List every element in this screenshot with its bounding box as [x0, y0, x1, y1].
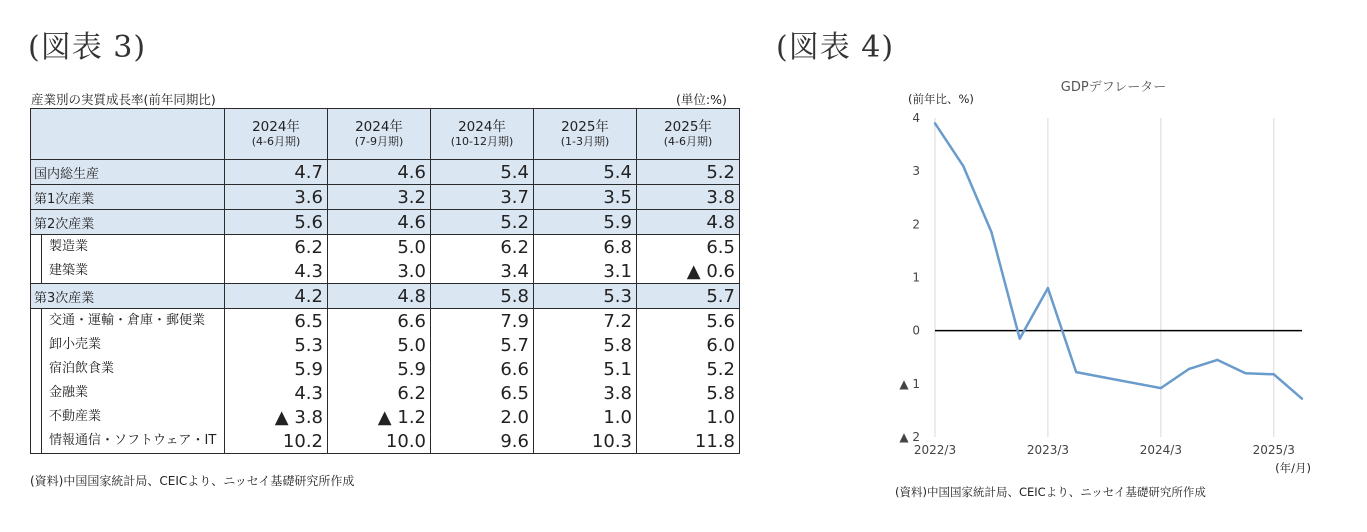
value-cell: 5.0 — [328, 235, 431, 260]
value-cell: 3.0 — [328, 259, 431, 284]
value-cell: ▲ 0.6 — [637, 259, 740, 284]
value-cell: 5.8 — [431, 284, 534, 309]
row-label: 情報通信・ソフトウェア・IT — [31, 429, 225, 454]
value-cell: 5.9 — [534, 210, 637, 235]
row-label: 卸小売業 — [31, 333, 225, 357]
x-tick-label: 2022/3 — [913, 443, 957, 457]
deflator-data-point — [1244, 372, 1246, 374]
table-row — [31, 160, 740, 185]
value-cell: ▲ 3.8 — [225, 405, 328, 429]
value-cell: 3.2 — [328, 185, 431, 210]
deflator-data-point — [1188, 368, 1190, 370]
x-tick-label: 2024/3 — [1139, 443, 1182, 457]
value-cell: 5.2 — [637, 160, 740, 185]
y-tick-label: 3 — [912, 164, 920, 179]
value-cell: 6.5 — [637, 235, 740, 260]
value-cell: 6.6 — [431, 357, 534, 381]
value-cell: 3.4 — [431, 259, 534, 284]
y-tick-label: 2 — [912, 217, 920, 232]
table-source-note: (資料)中国国家統計局、CEICより、ニッセイ基礎研究所作成 — [30, 474, 355, 488]
y-tick-label: ▲ 2 — [899, 430, 920, 444]
row-label: 製造業 — [31, 235, 225, 260]
value-cell: 6.0 — [637, 333, 740, 357]
row-label: 建築業 — [31, 259, 225, 284]
value-cell: 1.0 — [534, 405, 637, 429]
table-row — [31, 333, 740, 357]
value-cell: 4.8 — [328, 284, 431, 309]
header-blank-cell — [31, 109, 225, 160]
deflator-data-point — [1160, 387, 1162, 389]
header-cell: 2024年 (4-6月期) — [225, 109, 328, 160]
value-cell: 5.7 — [431, 333, 534, 357]
value-cell: 6.5 — [431, 381, 534, 405]
value-cell: 5.7 — [637, 284, 740, 309]
deflator-data-point — [962, 165, 964, 167]
value-cell: 3.8 — [534, 381, 637, 405]
value-cell: 6.8 — [534, 235, 637, 260]
value-cell: 6.6 — [328, 309, 431, 334]
value-cell: 7.2 — [534, 309, 637, 334]
y-axis-label: (前年比、%) — [908, 92, 974, 106]
row-label: 国内総生産 — [31, 160, 225, 185]
y-tick-label: 1 — [912, 270, 920, 285]
value-cell: 6.2 — [225, 235, 328, 260]
y-tick-label: 0 — [912, 323, 920, 338]
value-cell: 10.2 — [225, 429, 328, 454]
value-cell: 4.3 — [225, 259, 328, 284]
value-cell: 6.2 — [431, 235, 534, 260]
value-cell: 4.2 — [225, 284, 328, 309]
value-cell: 5.1 — [534, 357, 637, 381]
table-row — [31, 235, 740, 260]
table-row — [31, 357, 740, 381]
value-cell: 4.3 — [225, 381, 328, 405]
value-cell: 5.4 — [431, 160, 534, 185]
value-cell: 5.8 — [637, 381, 740, 405]
value-cell: 5.4 — [534, 160, 637, 185]
row-label: 第3次産業 — [31, 284, 225, 309]
row-label: 不動産業 — [31, 405, 225, 429]
figure4-title: (図表 4) — [776, 30, 895, 65]
value-cell: 9.6 — [431, 429, 534, 454]
table-row — [31, 309, 740, 334]
chart-title: GDPデフレーター — [1060, 80, 1167, 95]
value-cell: 5.3 — [534, 284, 637, 309]
chart-source-note: (資料)中国国家統計局、CEICより、ニッセイ基礎研究所作成 — [895, 485, 1206, 499]
table-row — [31, 284, 740, 309]
deflator-data-point — [934, 122, 936, 124]
value-cell: 5.6 — [225, 210, 328, 235]
table-row — [31, 185, 740, 210]
deflator-data-point — [1216, 359, 1218, 361]
header-cell: 2025年 (1-3月期) — [534, 109, 637, 160]
value-cell: 3.1 — [534, 259, 637, 284]
value-cell: 5.2 — [431, 210, 534, 235]
value-cell: 10.3 — [534, 429, 637, 454]
table-header-row — [31, 109, 740, 160]
value-cell: 7.9 — [431, 309, 534, 334]
value-cell: 4.6 — [328, 210, 431, 235]
value-cell: 10.0 — [328, 429, 431, 454]
value-cell: 5.8 — [534, 333, 637, 357]
row-label: 金融業 — [31, 381, 225, 405]
value-cell: 5.2 — [637, 357, 740, 381]
value-cell: 4.6 — [328, 160, 431, 185]
row-label: 宿泊飲食業 — [31, 357, 225, 381]
gdp-deflator-chart — [890, 70, 1320, 475]
deflator-data-point — [1273, 373, 1275, 375]
header-cell: 2024年 (7-9月期) — [328, 109, 431, 160]
header-cell: 2024年 (10-12月期) — [431, 109, 534, 160]
x-tick-label: 2025/3 — [1252, 443, 1295, 457]
value-cell: 4.7 — [225, 160, 328, 185]
table-row — [31, 210, 740, 235]
deflator-data-point — [1075, 371, 1077, 373]
figure3-title: (図表 3) — [28, 30, 147, 65]
value-cell: 5.0 — [328, 333, 431, 357]
row-label: 第1次産業 — [31, 185, 225, 210]
value-cell: 4.8 — [637, 210, 740, 235]
deflator-data-point — [1047, 287, 1049, 289]
value-cell: 5.6 — [637, 309, 740, 334]
deflator-series-line — [935, 123, 1302, 398]
value-cell: 6.2 — [328, 381, 431, 405]
row-label: 交通・運輸・倉庫・郵便業 — [31, 309, 225, 334]
table-caption: 産業別の実質成長率(前年同期比) — [31, 92, 216, 107]
value-cell: 2.0 — [431, 405, 534, 429]
deflator-data-point — [1103, 376, 1105, 378]
table-row — [31, 259, 740, 284]
x-axis-label: (年/月) — [1275, 461, 1311, 475]
value-cell: 5.9 — [225, 357, 328, 381]
header-cell: 2025年 (4-6月期) — [637, 109, 740, 160]
table-unit: (単位:%) — [676, 92, 727, 107]
y-tick-label: ▲ 1 — [899, 376, 920, 391]
x-tick-label: 2023/3 — [1026, 443, 1070, 457]
value-cell: 3.5 — [534, 185, 637, 210]
value-cell: ▲ 1.2 — [328, 405, 431, 429]
value-cell: 5.9 — [328, 357, 431, 381]
value-cell: 1.0 — [637, 405, 740, 429]
value-cell: 3.6 — [225, 185, 328, 210]
table-row — [31, 429, 740, 454]
table-row — [31, 405, 740, 429]
value-cell: 6.5 — [225, 309, 328, 334]
value-cell: 5.3 — [225, 333, 328, 357]
row-label: 第2次産業 — [31, 210, 225, 235]
value-cell: 3.8 — [637, 185, 740, 210]
deflator-data-point — [1131, 382, 1133, 384]
value-cell: 11.8 — [637, 429, 740, 454]
y-tick-label: 4 — [912, 111, 920, 125]
deflator-data-point — [1301, 398, 1303, 400]
deflator-data-point — [990, 231, 992, 233]
table-row — [31, 381, 740, 405]
value-cell: 3.7 — [431, 185, 534, 210]
growth-table — [30, 108, 740, 454]
deflator-data-point — [1018, 337, 1020, 339]
